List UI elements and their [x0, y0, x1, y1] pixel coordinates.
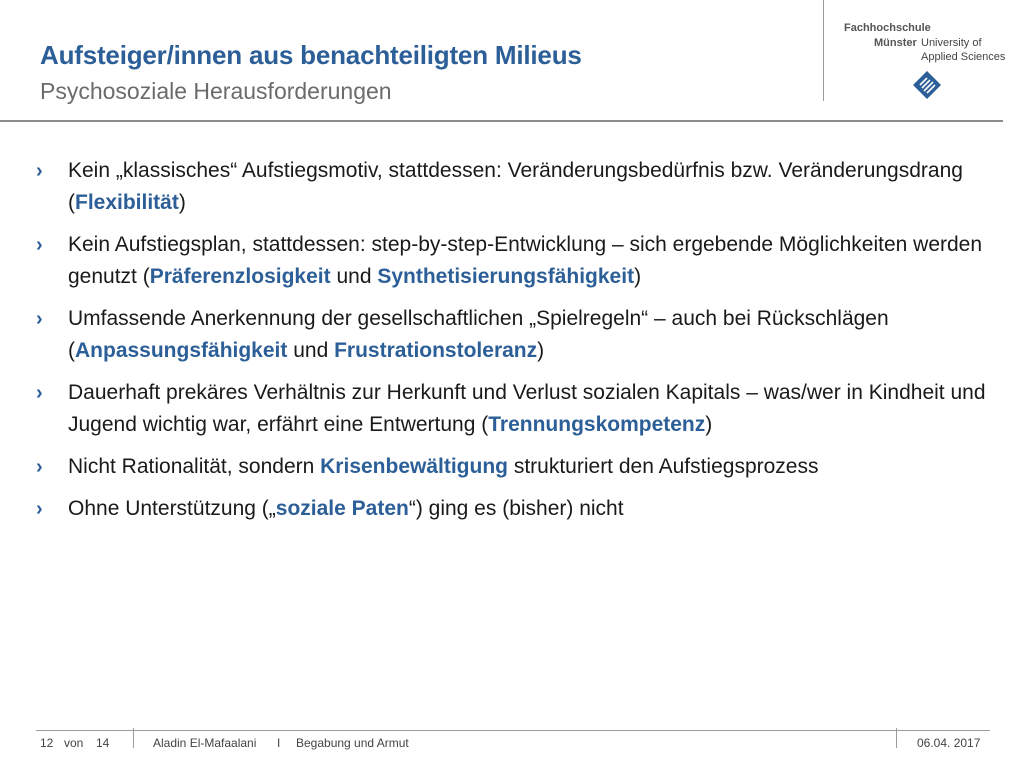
- bullet-text: “) ging es (bisher) nicht: [408, 497, 624, 520]
- bullet-chevron-icon: ›: [36, 234, 43, 256]
- bullet-chevron-icon: ›: [36, 498, 43, 520]
- logo-line-2: Münster: [874, 37, 917, 49]
- footer-separator: I: [277, 736, 281, 750]
- logo-line-3: University of: [921, 37, 982, 49]
- keyword: Krisenbewältigung: [320, 455, 508, 478]
- keyword: Frustrationstoleranz: [334, 339, 538, 362]
- bullet-text: strukturiert den Aufstiegsprozess: [508, 455, 819, 478]
- footer-author: Aladin El-Mafaalani: [153, 736, 257, 750]
- keyword: Präferenzlosigkeit: [149, 265, 331, 288]
- bullet-chevron-icon: ›: [36, 382, 43, 404]
- footer-talk-title: Begabung und Armut: [296, 736, 409, 750]
- bullet-item: [36, 303, 996, 367]
- page-of-label: von: [64, 736, 84, 750]
- bullet-item: [36, 377, 996, 441]
- footer-date: 06.04. 2017: [917, 736, 981, 750]
- header-divider: [823, 0, 824, 101]
- footer-divider: [133, 728, 134, 748]
- bullet-text: Kein „klassisches“ Aufstiegsmotiv, stattdessen: Veränderungsbedürfnis bzw. Veränderungsdrang (: [68, 159, 963, 214]
- keyword: Synthetisierungsfähigkeit: [377, 265, 635, 288]
- logo-line-4: Applied Sciences: [921, 51, 1006, 63]
- header-rule: [0, 120, 1003, 122]
- logo-line-1: Fachhochschule: [844, 22, 931, 34]
- keyword: Anpassungsfähigkeit: [75, 339, 288, 362]
- bullet-text: und: [330, 265, 378, 288]
- keyword: Flexibilität: [75, 191, 179, 214]
- bullet-text: ): [537, 339, 545, 362]
- page-number: 12: [40, 736, 54, 750]
- bullet-item: [36, 451, 996, 483]
- slide-title: Aufsteiger/innen aus benachteiligten Milieus: [40, 40, 582, 70]
- bullet-item: [36, 493, 996, 525]
- bullet-text: Kein Aufstiegsplan, stattdessen: step-by-step-Entwicklung – sich ergebende Möglichkeiten werden genutzt (: [68, 233, 983, 288]
- bullet-text: Dauerhaft prekäres Verhältnis zur Herkunft und Verlust sozialen Kapitals – was/wer in Kindheit und Jugend wichtig war, erfährt eine Entwertung (: [68, 381, 986, 436]
- keyword: soziale Paten: [275, 497, 409, 520]
- bullet-item: [36, 155, 996, 219]
- university-emblem-icon: [912, 70, 942, 100]
- bullet-list: [36, 155, 996, 535]
- footer-rule: [36, 730, 990, 731]
- bullet-text: und: [287, 339, 335, 362]
- bullet-chevron-icon: ›: [36, 160, 43, 182]
- bullet-item: [36, 229, 996, 293]
- bullet-chevron-icon: ›: [36, 308, 43, 330]
- bullet-text: Umfassende Anerkennung der gesellschaftlichen „Spielregeln“ – auch bei Rückschlägen (: [68, 307, 889, 362]
- footer-divider: [896, 728, 897, 748]
- bullet-text: Ohne Unterstützung („: [68, 497, 276, 520]
- keyword: Trennungskompetenz: [488, 413, 706, 436]
- page-total: 14: [96, 736, 110, 750]
- bullet-text: ): [634, 265, 642, 288]
- bullet-text: Nicht Rationalität, sondern: [68, 455, 321, 478]
- bullet-text: ): [705, 413, 713, 436]
- slide-subtitle: Psychosoziale Herausforderungen: [40, 78, 392, 104]
- university-logo: [832, 22, 1012, 102]
- bullet-chevron-icon: ›: [36, 456, 43, 478]
- bullet-text: ): [178, 191, 186, 214]
